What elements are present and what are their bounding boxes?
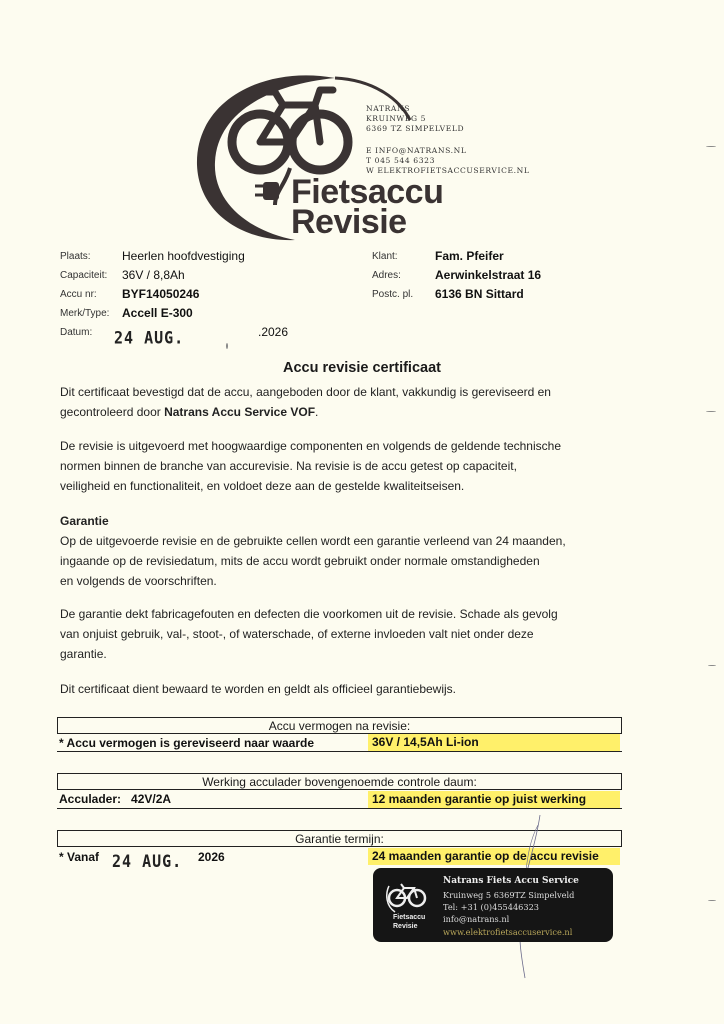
company-name: NATRANS	[366, 104, 411, 113]
p1-line1: Dit certificaat bevestigd dat de accu, aangeboden door de klant, vakkundig is gereviseerd en	[60, 385, 551, 399]
company-street: KRUINWEG 5	[366, 114, 427, 123]
box1-underline	[57, 751, 622, 752]
box3-value: 24 maanden garantie op de accu revisie	[368, 848, 620, 865]
datum-year: .2026	[258, 325, 289, 339]
sticker-line1: Natrans Fiets Accu Service	[443, 876, 579, 886]
capaciteit-label: Capaciteit:	[60, 270, 108, 281]
paragraph-intro	[60, 382, 600, 422]
adres-label: Adres:	[372, 270, 401, 281]
scan-speck	[708, 665, 716, 666]
brand-line1: Fietsaccu	[291, 173, 444, 211]
sticker-line3: Tel: +31 (0)455446323	[443, 902, 540, 912]
p4-line1: De garantie dekt fabricagefouten en defecten die voorkomen uit de revisie. Schade als gevolg	[60, 607, 558, 621]
paragraph-dekking	[60, 604, 600, 664]
klant-label: Klant:	[372, 251, 398, 262]
adres-value: Aerwinkelstraat 16	[435, 268, 542, 282]
company-web: W ELEKTROFIETSACCUSERVICE.NL	[366, 166, 530, 175]
merk-value: Accell E-300	[122, 306, 193, 320]
company-legal-name: Natrans Accu Service VOF	[164, 405, 316, 419]
p1-line2: gecontroleerd door Natrans Accu Service VOF.	[60, 405, 319, 419]
p4-line2: van onjuist gebruik, val-, stoot-, of waterschade, of externe invloeden valt niet onder deze	[60, 627, 534, 641]
merk-label: Merk/Type:	[60, 308, 110, 319]
accunr-label: Accu nr:	[60, 289, 97, 300]
p2-line3: veiligheid en functionaliteit, en voldoet deze aan de gestelde kwaliteitseisen.	[60, 479, 465, 493]
company-phone: T 045 544 6323	[366, 156, 436, 165]
box3-label: * Vanaf	[59, 850, 100, 864]
capaciteit-value: 36V / 8,8Ah	[122, 268, 185, 282]
scan-speck	[706, 146, 716, 147]
scan-speck	[226, 343, 228, 349]
p3-line2: ingaande op de revisiedatum, mits de accu wordt gebruikt onder normale omstandigheden	[60, 554, 540, 568]
box2-underline	[57, 808, 622, 809]
sticker-brand2: Revisie	[393, 923, 418, 930]
company-sticker	[373, 868, 613, 942]
p2-line1: De revisie is uitgevoerd met hoogwaardige componenten en volgends de geldende technische	[60, 439, 561, 453]
accunr-value: BYF14050246	[122, 287, 200, 301]
box2-title: Werking acculader bovengenoemde controle daum:	[57, 773, 622, 790]
box2-label: Acculader: 42V/2A	[59, 792, 172, 806]
klant-value: Fam. Pfeifer	[435, 249, 504, 263]
scan-speck	[706, 411, 716, 412]
box3-stamp: 24 AUG.	[112, 850, 183, 872]
box3-year: 2026	[198, 850, 225, 864]
sticker-brand1: Fietsaccu	[393, 914, 426, 921]
bike-logo-icon	[383, 880, 435, 916]
paragraph-bewaren: Dit certificaat dient bewaard te worden en geldt als officieel garantiebewijs.	[60, 682, 456, 696]
p4-line3: garantie.	[60, 647, 107, 661]
box1-label: * Accu vermogen is gereviseerd naar waarde	[59, 736, 315, 750]
garantie-heading: Garantie	[60, 514, 109, 528]
company-email: E INFO@NATRANS.NL	[366, 146, 467, 155]
brand-line2: Revisie	[291, 203, 407, 241]
plaats-value: Heerlen hoofdvestiging	[122, 249, 245, 263]
postc-label: Postc. pl.	[372, 289, 414, 300]
sticker-line4: info@natrans.nl	[443, 914, 510, 924]
certificate-title: Accu revisie certificaat	[283, 360, 441, 376]
paragraph-garantie	[60, 511, 600, 591]
datum-stamp: 24 AUG.	[114, 327, 185, 349]
p2-line2: normen binnen de branche van accurevisie. Na revisie is de accu getest op capaciteit,	[60, 459, 517, 473]
company-address	[366, 104, 530, 176]
box2-value: 12 maanden garantie op juist werking	[368, 791, 620, 808]
p3-line3: en volgends de voorschriften.	[60, 574, 217, 588]
sticker-line5: www.elektrofietsaccuservice.nl	[443, 927, 573, 937]
scan-speck	[708, 900, 716, 901]
datum-label: Datum:	[60, 327, 93, 338]
box1-value: 36V / 14,5Ah Li-ion	[368, 734, 620, 751]
box1-title: Accu vermogen na revisie:	[57, 717, 622, 734]
paragraph-revisie	[60, 436, 600, 496]
plaats-label: Plaats:	[60, 251, 91, 262]
p3-line1: Op de uitgevoerde revisie en de gebruikte cellen wordt een garantie verleend van 24 maanden,	[60, 534, 566, 548]
sticker-line2: Kruinweg 5 6369TZ Simpelveld	[443, 890, 575, 900]
box3-title: Garantie termijn:	[57, 830, 622, 847]
postc-value: 6136 BN Sittard	[435, 287, 524, 301]
company-city: 6369 TZ SIMPELVELD	[366, 124, 465, 133]
